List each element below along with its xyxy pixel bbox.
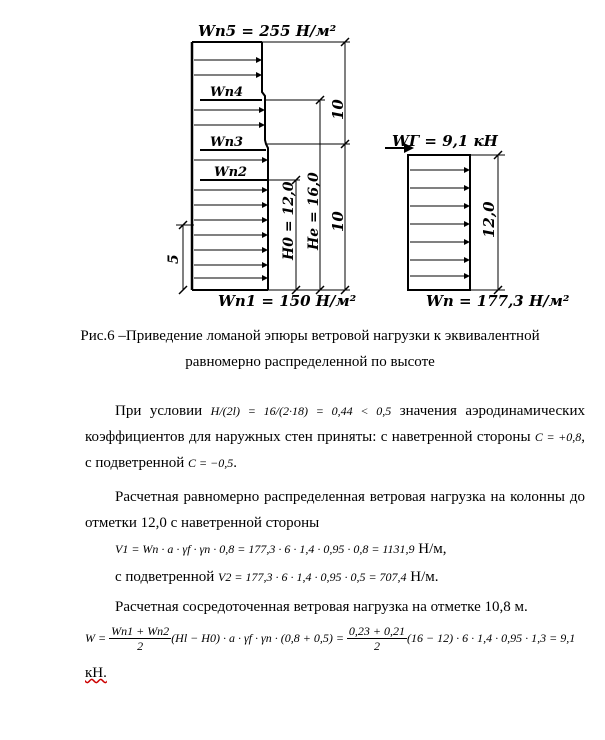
formula-w-unit: кН. [85,665,107,681]
formula-w-mid: (Hl − H0) · a · γf · γn · (0,8 + 0,5) = [171,630,347,645]
p1-coef-leeward: C = −0,5 [188,456,234,470]
formula-v2-unit: Н/м. [406,569,439,585]
formula-v1-expr: V1 = Wn · a · γf · γn · 0,8 = 177,3 · 6 · 1,4 · 0,95 · 0,8 = 1131,9 [115,542,415,556]
formula-w-den2: 2 [373,639,380,653]
right-epure-labels [392,132,570,310]
wind-load-diagram [0,0,605,320]
left-epure [176,38,350,294]
paragraph-distributed-load: Расчетная равномерно распределенная ветровая нагрузка на колонны до отметки 12,0 с наветренной стороны [85,489,585,531]
wn1-label: Wn1 = 150 Н/м² [218,292,357,310]
formula-w-frac1 [109,624,171,653]
wn5-label: Wn5 = 255 Н/м² [198,22,337,40]
formula-v1-unit: Н/м, [414,541,447,557]
wn3-label: Wn3 [210,135,244,150]
formula-w-lhs: W = [85,630,110,645]
wn4-label: Wn4 [210,85,244,100]
formula-v2 [115,564,585,590]
p1-text-end: . [233,455,237,471]
formula-v1 [115,536,585,562]
formula-w-unit-line [85,660,585,686]
right-dim-label: 12,0 [480,201,498,238]
formula-w-den1: 2 [137,639,144,653]
dim-bottom-label: 10 [329,211,347,232]
wn2-label: Wn2 [214,165,248,180]
p1-text-a: При условии [115,403,211,419]
formula-w-end: (16 − 12) · 6 · 1,4 · 0,95 · 1,3 = 9,1 [407,630,576,645]
wn-label: Wn = 177,3 Н/м² [426,292,570,310]
formula-w-num1: Wn1 + Wn2 [111,624,170,638]
p1-formula: H/(2l) = 16/(2·18) = 0,44 < 0,5 [210,404,392,418]
wg-label: WГ = 9,1 кН [392,132,498,150]
paragraph-concentrated-load: Расчетная сосредоточенная ветровая нагрузка на отметке 10,8 м. [115,599,528,615]
dim-top-label: 10 [329,99,347,120]
figure-caption-line2: равномерно распределенной по высоте [185,354,435,370]
formula-w-num2: 0,23 + 0,21 [348,624,406,638]
formula-w-frac2 [347,624,407,653]
p1-text-c: , с подветренной [85,429,585,471]
formula-w [85,624,585,653]
h0-label: H0 = 12,0 [281,181,297,260]
dim-small-label: 5 [166,254,182,264]
p1-text-b: значения аэродинамических коэффициентов для наружных стен приняты: с наветренной стороны [85,403,585,445]
formula-v2-prefix: с подветренной [115,569,219,585]
figure-caption-line1: Рис.6 –Приведение ломаной эпюры ветровой нагрузки к эквивалентной [80,328,540,344]
paragraph-conditions [85,398,585,476]
p1-coef-windward: C = +0,8 [534,430,582,444]
formula-v2-expr: V2 = 177,3 · 6 · 1,4 · 0,95 · 0,5 = 707,4 [218,570,407,584]
he-label: He = 16,0 [306,172,322,250]
